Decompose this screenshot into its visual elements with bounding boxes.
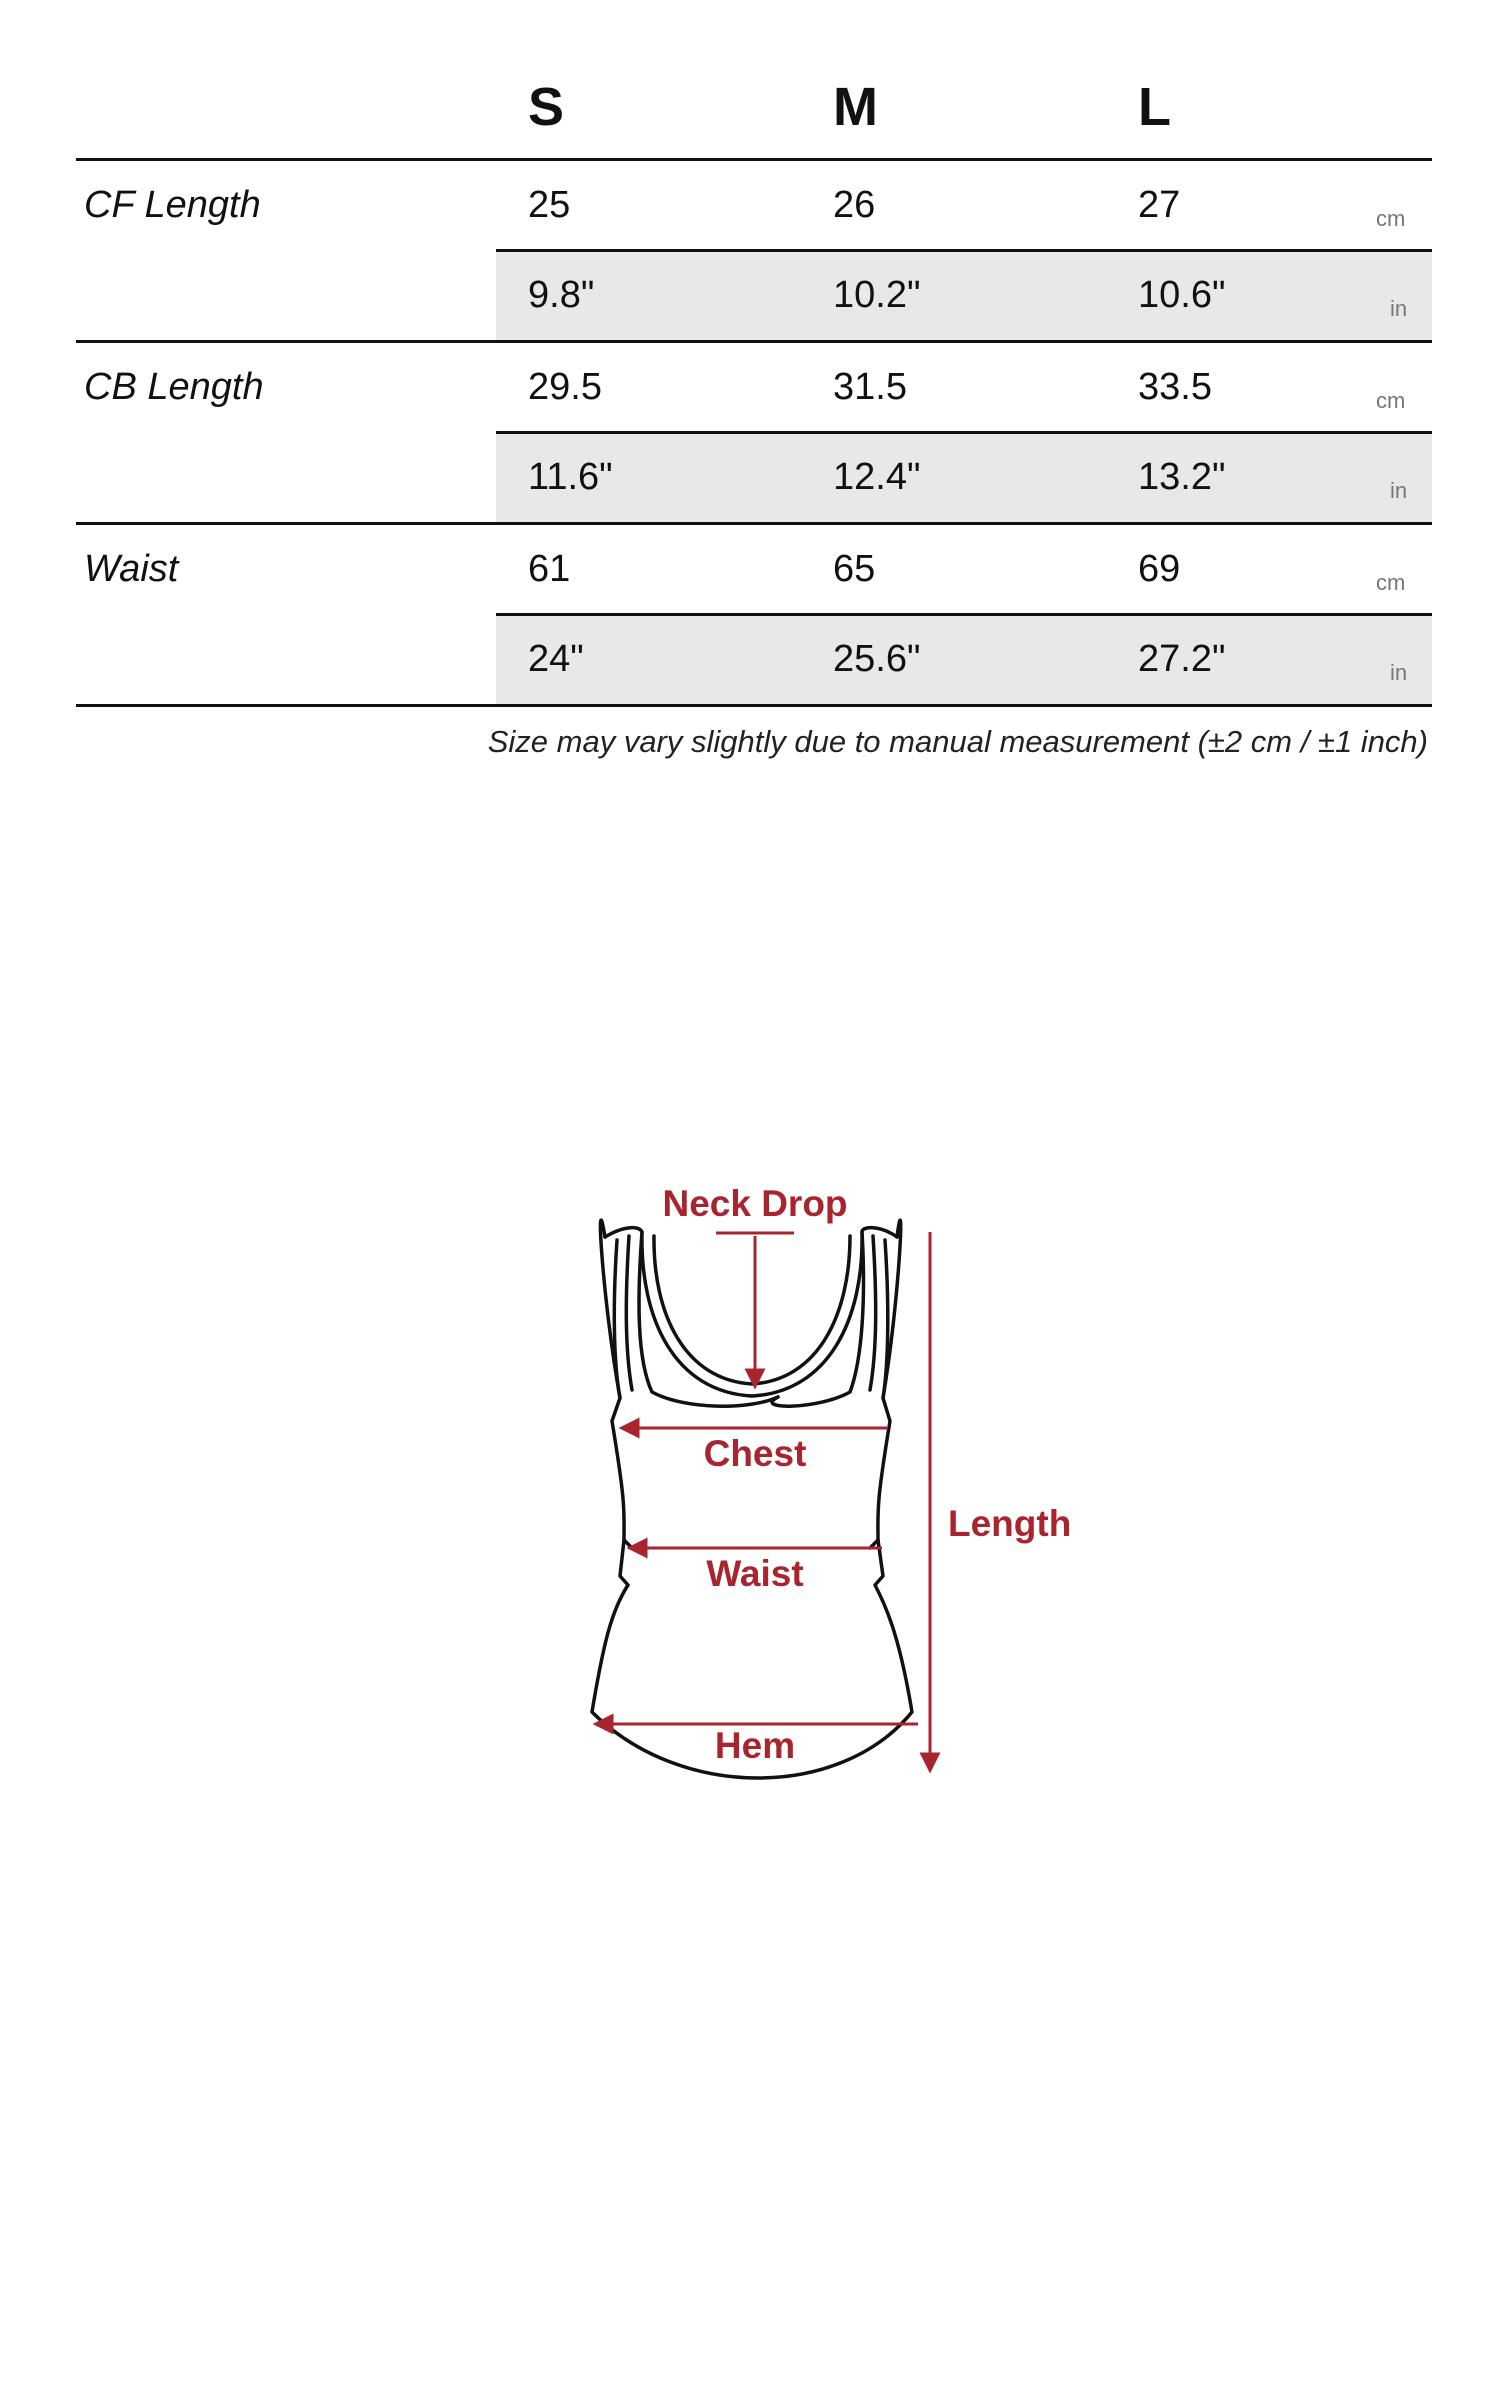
cell-cf-l-cm: 27	[1138, 184, 1181, 226]
size-header-m: M	[833, 77, 878, 137]
unit-in: in	[1390, 296, 1408, 321]
cell-cf-s-cm: 25	[528, 184, 571, 226]
cell-waist-s-cm: 61	[528, 548, 571, 590]
cell-cb-m-in: 12.4"	[833, 456, 921, 498]
cell-cf-m-cm: 26	[833, 184, 876, 226]
cell-waist-s-in: 24"	[528, 638, 584, 680]
cell-cb-m-cm: 31.5	[833, 366, 907, 408]
cell-cf-l-in: 10.6"	[1138, 274, 1226, 316]
row-label-cf-length: CF Length	[84, 184, 261, 226]
label-neck-drop: Neck Drop	[662, 1183, 848, 1224]
cell-cb-l-cm: 33.5	[1138, 366, 1212, 408]
unit-cm: cm	[1376, 570, 1406, 595]
cell-waist-m-cm: 65	[833, 548, 876, 590]
label-length: Length	[948, 1503, 1072, 1544]
unit-in: in	[1390, 478, 1408, 503]
tank-top-outline	[592, 1220, 912, 1778]
unit-cm: cm	[1376, 206, 1406, 231]
label-hem: Hem	[714, 1725, 796, 1766]
size-header-s: S	[528, 77, 565, 137]
cell-cb-s-in: 11.6"	[528, 456, 613, 498]
label-waist: Waist	[706, 1553, 804, 1594]
cell-waist-m-in: 25.6"	[833, 638, 921, 680]
cell-cb-s-cm: 29.5	[528, 366, 602, 408]
measurement-note: Size may vary slightly due to manual measurement (±2 cm / ±1 inch)	[487, 724, 1428, 759]
unit-cm: cm	[1376, 388, 1406, 413]
cell-cf-s-in: 9.8"	[528, 274, 595, 316]
cell-cf-m-in: 10.2"	[833, 274, 921, 316]
row-label-waist: Waist	[84, 548, 179, 590]
size-header-l: L	[1138, 77, 1171, 137]
row-label-cb-length: CB Length	[84, 366, 264, 408]
unit-in: in	[1390, 660, 1408, 685]
cell-cb-l-in: 13.2"	[1138, 456, 1226, 498]
cell-waist-l-cm: 69	[1138, 548, 1181, 590]
cell-waist-l-in: 27.2"	[1138, 638, 1226, 680]
label-chest: Chest	[703, 1433, 807, 1474]
